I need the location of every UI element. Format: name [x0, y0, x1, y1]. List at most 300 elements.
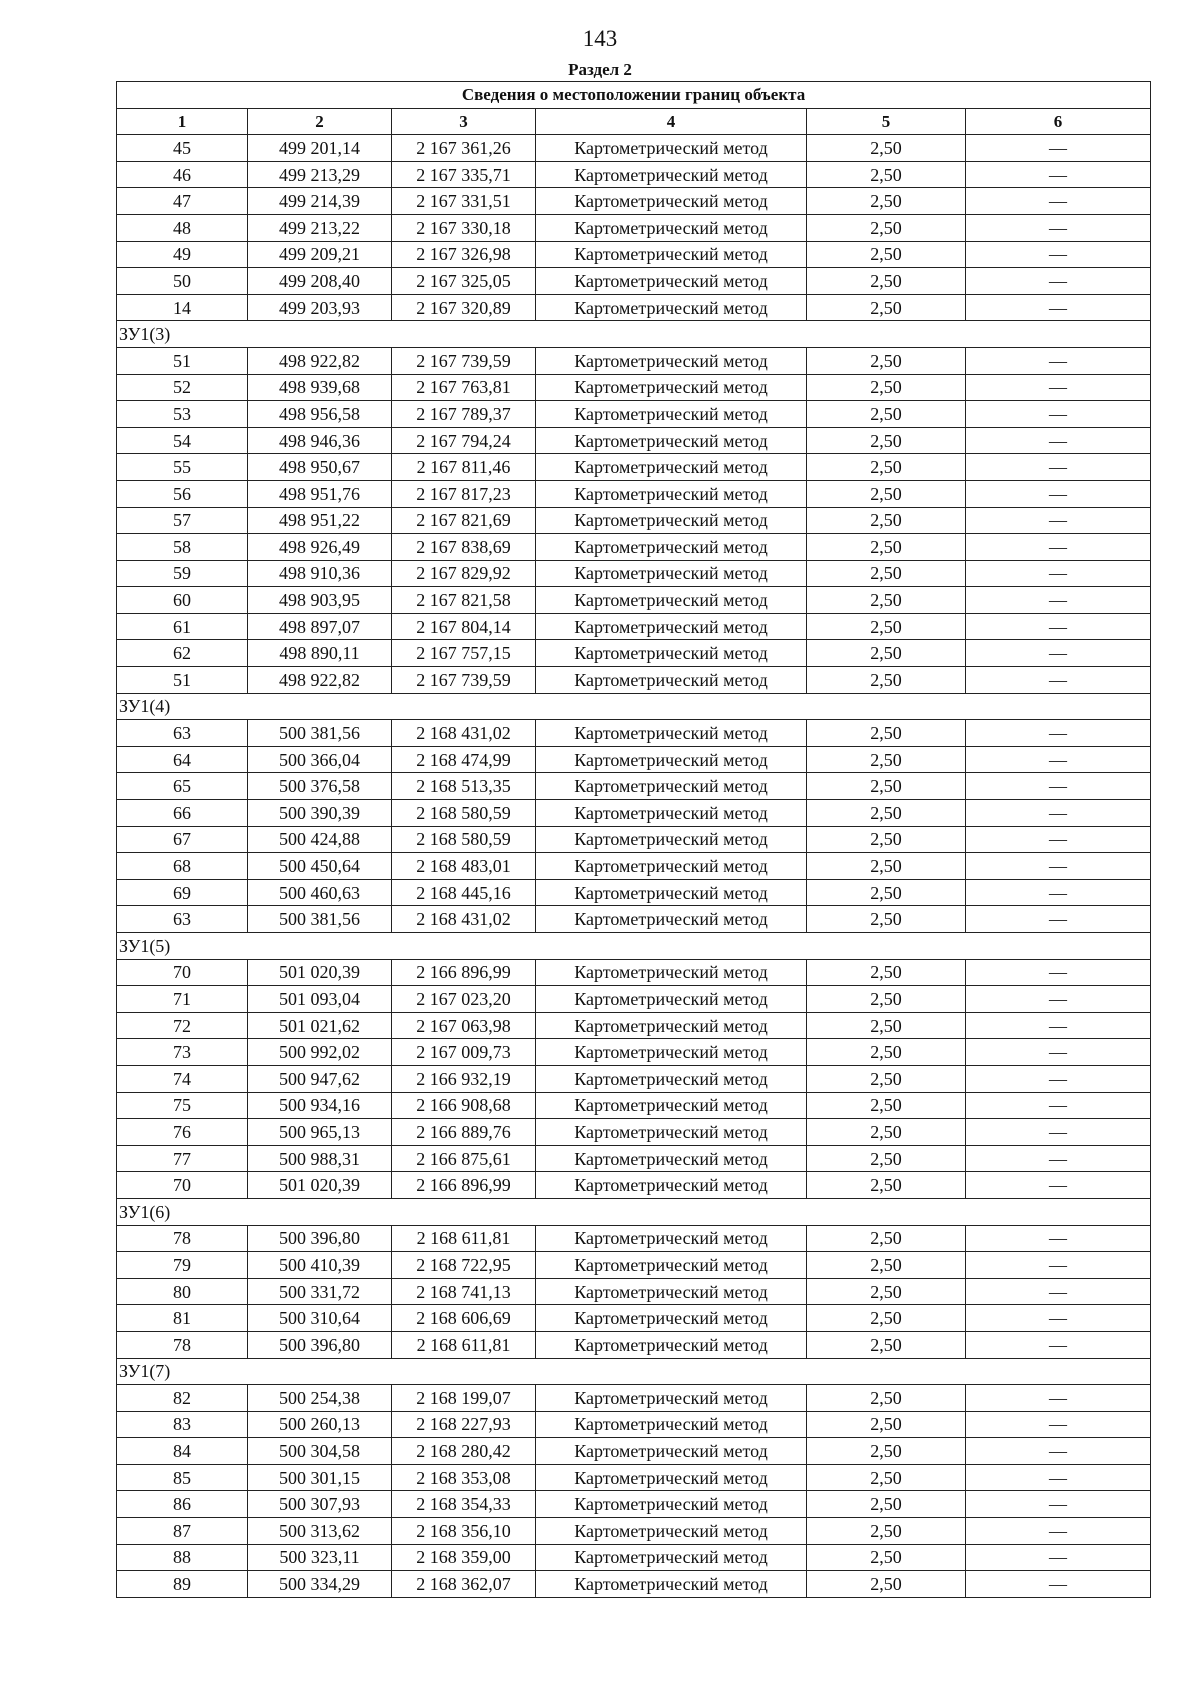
note-cell: — — [966, 1491, 1151, 1518]
y-coordinate-cell: 2 167 794,24 — [392, 427, 536, 454]
note-cell: — — [966, 374, 1151, 401]
point-number-cell: 75 — [117, 1092, 248, 1119]
point-number-cell: 69 — [117, 879, 248, 906]
y-coordinate-cell: 2 167 821,69 — [392, 507, 536, 534]
group-header-row — [117, 1358, 1151, 1385]
table-row — [117, 480, 1151, 507]
method-cell: Картометрический метод — [536, 294, 807, 321]
point-number-cell: 71 — [117, 986, 248, 1013]
note-cell: — — [966, 401, 1151, 428]
land-plot-label: ЗУ1(7) — [117, 1358, 1151, 1385]
x-coordinate-cell: 500 366,04 — [248, 746, 392, 773]
land-plot-label: ЗУ1(5) — [117, 933, 1151, 960]
x-coordinate-cell: 498 939,68 — [248, 374, 392, 401]
note-cell: — — [966, 1092, 1151, 1119]
y-coordinate-cell: 2 168 359,00 — [392, 1544, 536, 1571]
x-coordinate-cell: 501 020,39 — [248, 959, 392, 986]
point-number-cell: 58 — [117, 534, 248, 561]
note-cell: — — [966, 773, 1151, 800]
x-coordinate-cell: 500 331,72 — [248, 1278, 392, 1305]
point-number-cell: 79 — [117, 1252, 248, 1279]
method-cell: Картометрический метод — [536, 720, 807, 747]
accuracy-cell: 2,50 — [807, 294, 966, 321]
x-coordinate-cell: 499 203,93 — [248, 294, 392, 321]
x-coordinate-cell: 498 956,58 — [248, 401, 392, 428]
table-row — [117, 507, 1151, 534]
method-cell: Картометрический метод — [536, 1491, 807, 1518]
table-row — [117, 1438, 1151, 1465]
method-cell: Картометрический метод — [536, 773, 807, 800]
method-cell: Картометрический метод — [536, 135, 807, 162]
x-coordinate-cell: 500 301,15 — [248, 1464, 392, 1491]
point-number-cell: 68 — [117, 853, 248, 880]
note-cell: — — [966, 879, 1151, 906]
method-cell: Картометрический метод — [536, 906, 807, 933]
y-coordinate-cell: 2 167 821,58 — [392, 587, 536, 614]
method-cell: Картометрический метод — [536, 1544, 807, 1571]
column-number-3: 3 — [392, 108, 536, 135]
method-cell: Картометрический метод — [536, 667, 807, 694]
note-cell: — — [966, 454, 1151, 481]
accuracy-cell: 2,50 — [807, 986, 966, 1013]
accuracy-cell: 2,50 — [807, 268, 966, 295]
table-row — [117, 1172, 1151, 1199]
note-cell: — — [966, 986, 1151, 1013]
method-cell: Картометрический метод — [536, 1385, 807, 1412]
method-cell: Картометрический метод — [536, 746, 807, 773]
table-row — [117, 1571, 1151, 1598]
y-coordinate-cell: 2 168 722,95 — [392, 1252, 536, 1279]
point-number-cell: 70 — [117, 959, 248, 986]
group-header-row — [117, 693, 1151, 720]
y-coordinate-cell: 2 167 331,51 — [392, 188, 536, 215]
table-row — [117, 1092, 1151, 1119]
x-coordinate-cell: 500 334,29 — [248, 1571, 392, 1598]
method-cell: Картометрический метод — [536, 454, 807, 481]
method-cell: Картометрический метод — [536, 853, 807, 880]
y-coordinate-cell: 2 168 445,16 — [392, 879, 536, 906]
y-coordinate-cell: 2 168 513,35 — [392, 773, 536, 800]
point-number-cell: 56 — [117, 480, 248, 507]
section-title: Раздел 2 — [568, 60, 632, 79]
y-coordinate-cell: 2 168 353,08 — [392, 1464, 536, 1491]
table-row — [117, 906, 1151, 933]
table-row — [117, 853, 1151, 880]
note-cell: — — [966, 1119, 1151, 1146]
y-coordinate-cell: 2 167 763,81 — [392, 374, 536, 401]
point-number-cell: 87 — [117, 1518, 248, 1545]
y-coordinate-cell: 2 168 199,07 — [392, 1385, 536, 1412]
note-cell: — — [966, 1305, 1151, 1332]
table-row — [117, 1491, 1151, 1518]
table-row — [117, 1012, 1151, 1039]
x-coordinate-cell: 500 947,62 — [248, 1065, 392, 1092]
page-number: 143 — [582, 26, 618, 51]
x-coordinate-cell: 498 897,07 — [248, 613, 392, 640]
accuracy-cell: 2,50 — [807, 1385, 966, 1412]
table-row — [117, 241, 1151, 268]
table-row — [117, 1039, 1151, 1066]
y-coordinate-cell: 2 168 280,42 — [392, 1438, 536, 1465]
x-coordinate-cell: 500 450,64 — [248, 853, 392, 880]
y-coordinate-cell: 2 166 896,99 — [392, 1172, 536, 1199]
accuracy-cell: 2,50 — [807, 746, 966, 773]
table-row — [117, 1065, 1151, 1092]
table-row — [117, 560, 1151, 587]
method-cell: Картометрический метод — [536, 188, 807, 215]
table-row — [117, 587, 1151, 614]
y-coordinate-cell: 2 166 932,19 — [392, 1065, 536, 1092]
point-number-cell: 81 — [117, 1305, 248, 1332]
accuracy-cell: 2,50 — [807, 1172, 966, 1199]
point-number-cell: 57 — [117, 507, 248, 534]
point-number-cell: 63 — [117, 720, 248, 747]
point-number-cell: 78 — [117, 1225, 248, 1252]
accuracy-cell: 2,50 — [807, 667, 966, 694]
accuracy-cell: 2,50 — [807, 1438, 966, 1465]
x-coordinate-cell: 498 903,95 — [248, 587, 392, 614]
accuracy-cell: 2,50 — [807, 1119, 966, 1146]
point-number-cell: 45 — [117, 135, 248, 162]
method-cell: Картометрический метод — [536, 1012, 807, 1039]
y-coordinate-cell: 2 167 320,89 — [392, 294, 536, 321]
table-row — [117, 986, 1151, 1013]
note-cell: — — [966, 480, 1151, 507]
x-coordinate-cell: 498 946,36 — [248, 427, 392, 454]
y-coordinate-cell: 2 167 335,71 — [392, 161, 536, 188]
y-coordinate-cell: 2 167 739,59 — [392, 667, 536, 694]
method-cell: Картометрический метод — [536, 1065, 807, 1092]
accuracy-cell: 2,50 — [807, 1571, 966, 1598]
method-cell: Картометрический метод — [536, 587, 807, 614]
note-cell: — — [966, 1438, 1151, 1465]
accuracy-cell: 2,50 — [807, 1252, 966, 1279]
method-cell: Картометрический метод — [536, 1438, 807, 1465]
method-cell: Картометрический метод — [536, 480, 807, 507]
x-coordinate-cell: 498 922,82 — [248, 347, 392, 374]
y-coordinate-cell: 2 168 483,01 — [392, 853, 536, 880]
method-cell: Картометрический метод — [536, 1331, 807, 1358]
table-row — [117, 427, 1151, 454]
accuracy-cell: 2,50 — [807, 480, 966, 507]
point-number-cell: 65 — [117, 773, 248, 800]
point-number-cell: 14 — [117, 294, 248, 321]
table-row — [117, 1119, 1151, 1146]
y-coordinate-cell: 2 167 739,59 — [392, 347, 536, 374]
table-row — [117, 268, 1151, 295]
accuracy-cell: 2,50 — [807, 507, 966, 534]
x-coordinate-cell: 498 922,82 — [248, 667, 392, 694]
method-cell: Картометрический метод — [536, 1119, 807, 1146]
column-number-2: 2 — [248, 108, 392, 135]
point-number-cell: 76 — [117, 1119, 248, 1146]
table-caption: Сведения о местоположении границ объекта — [117, 82, 1151, 109]
y-coordinate-cell: 2 168 356,10 — [392, 1518, 536, 1545]
x-coordinate-cell: 498 910,36 — [248, 560, 392, 587]
y-coordinate-cell: 2 167 361,26 — [392, 135, 536, 162]
y-coordinate-cell: 2 167 326,98 — [392, 241, 536, 268]
table-row — [117, 667, 1151, 694]
y-coordinate-cell: 2 167 789,37 — [392, 401, 536, 428]
note-cell: — — [966, 241, 1151, 268]
note-cell: — — [966, 188, 1151, 215]
x-coordinate-cell: 500 390,39 — [248, 800, 392, 827]
method-cell: Картометрический метод — [536, 1145, 807, 1172]
method-cell: Картометрический метод — [536, 826, 807, 853]
table-row — [117, 959, 1151, 986]
method-cell: Картометрический метод — [536, 1039, 807, 1066]
note-cell: — — [966, 1252, 1151, 1279]
x-coordinate-cell: 500 410,39 — [248, 1252, 392, 1279]
land-plot-label: ЗУ1(6) — [117, 1198, 1151, 1225]
accuracy-cell: 2,50 — [807, 640, 966, 667]
point-number-cell: 51 — [117, 667, 248, 694]
point-number-cell: 77 — [117, 1145, 248, 1172]
point-number-cell: 61 — [117, 613, 248, 640]
land-plot-label: ЗУ1(3) — [117, 321, 1151, 348]
note-cell: — — [966, 826, 1151, 853]
y-coordinate-cell: 2 168 580,59 — [392, 826, 536, 853]
method-cell: Картометрический метод — [536, 214, 807, 241]
point-number-cell: 50 — [117, 268, 248, 295]
accuracy-cell: 2,50 — [807, 188, 966, 215]
note-cell: — — [966, 294, 1151, 321]
y-coordinate-cell: 2 167 829,92 — [392, 560, 536, 587]
accuracy-cell: 2,50 — [807, 454, 966, 481]
accuracy-cell: 2,50 — [807, 1305, 966, 1332]
table-row — [117, 1464, 1151, 1491]
point-number-cell: 47 — [117, 188, 248, 215]
y-coordinate-cell: 2 168 580,59 — [392, 800, 536, 827]
x-coordinate-cell: 500 260,13 — [248, 1411, 392, 1438]
x-coordinate-cell: 498 950,67 — [248, 454, 392, 481]
y-coordinate-cell: 2 168 227,93 — [392, 1411, 536, 1438]
x-coordinate-cell: 500 381,56 — [248, 906, 392, 933]
x-coordinate-cell: 500 254,38 — [248, 1385, 392, 1412]
note-cell: — — [966, 1039, 1151, 1066]
y-coordinate-cell: 2 168 611,81 — [392, 1225, 536, 1252]
x-coordinate-cell: 501 020,39 — [248, 1172, 392, 1199]
note-cell: — — [966, 214, 1151, 241]
note-cell: — — [966, 1464, 1151, 1491]
note-cell: — — [966, 800, 1151, 827]
x-coordinate-cell: 500 992,02 — [248, 1039, 392, 1066]
point-number-cell: 80 — [117, 1278, 248, 1305]
x-coordinate-cell: 500 396,80 — [248, 1225, 392, 1252]
accuracy-cell: 2,50 — [807, 720, 966, 747]
accuracy-cell: 2,50 — [807, 347, 966, 374]
x-coordinate-cell: 500 381,56 — [248, 720, 392, 747]
y-coordinate-cell: 2 168 474,99 — [392, 746, 536, 773]
y-coordinate-cell: 2 167 330,18 — [392, 214, 536, 241]
note-cell: — — [966, 667, 1151, 694]
accuracy-cell: 2,50 — [807, 161, 966, 188]
method-cell: Картометрический метод — [536, 534, 807, 561]
method-cell: Картометрический метод — [536, 268, 807, 295]
point-number-cell: 84 — [117, 1438, 248, 1465]
accuracy-cell: 2,50 — [807, 427, 966, 454]
method-cell: Картометрический метод — [536, 427, 807, 454]
table-row — [117, 1331, 1151, 1358]
point-number-cell: 62 — [117, 640, 248, 667]
note-cell: — — [966, 1145, 1151, 1172]
accuracy-cell: 2,50 — [807, 879, 966, 906]
table-row — [117, 347, 1151, 374]
note-cell: — — [966, 1331, 1151, 1358]
point-number-cell: 78 — [117, 1331, 248, 1358]
x-coordinate-cell: 500 376,58 — [248, 773, 392, 800]
method-cell: Картометрический метод — [536, 1092, 807, 1119]
y-coordinate-cell: 2 166 875,61 — [392, 1145, 536, 1172]
note-cell: — — [966, 1065, 1151, 1092]
note-cell: — — [966, 507, 1151, 534]
y-coordinate-cell: 2 168 611,81 — [392, 1331, 536, 1358]
point-number-cell: 53 — [117, 401, 248, 428]
point-number-cell: 83 — [117, 1411, 248, 1438]
accuracy-cell: 2,50 — [807, 241, 966, 268]
x-coordinate-cell: 498 926,49 — [248, 534, 392, 561]
accuracy-cell: 2,50 — [807, 534, 966, 561]
method-cell: Картометрический метод — [536, 507, 807, 534]
boundary-coordinates-table — [116, 81, 1151, 1598]
x-coordinate-cell: 500 460,63 — [248, 879, 392, 906]
accuracy-cell: 2,50 — [807, 906, 966, 933]
x-coordinate-cell: 499 213,29 — [248, 161, 392, 188]
accuracy-cell: 2,50 — [807, 1518, 966, 1545]
y-coordinate-cell: 2 168 354,33 — [392, 1491, 536, 1518]
point-number-cell: 60 — [117, 587, 248, 614]
accuracy-cell: 2,50 — [807, 1491, 966, 1518]
note-cell: — — [966, 640, 1151, 667]
accuracy-cell: 2,50 — [807, 214, 966, 241]
point-number-cell: 64 — [117, 746, 248, 773]
x-coordinate-cell: 500 304,58 — [248, 1438, 392, 1465]
note-cell: — — [966, 1278, 1151, 1305]
note-cell: — — [966, 1544, 1151, 1571]
accuracy-cell: 2,50 — [807, 1331, 966, 1358]
method-cell: Картометрический метод — [536, 959, 807, 986]
method-cell: Картометрический метод — [536, 401, 807, 428]
method-cell: Картометрический метод — [536, 800, 807, 827]
y-coordinate-cell: 2 166 908,68 — [392, 1092, 536, 1119]
table-row — [117, 1385, 1151, 1412]
table-row — [117, 135, 1151, 162]
table-row — [117, 374, 1151, 401]
table-row — [117, 161, 1151, 188]
point-number-cell: 82 — [117, 1385, 248, 1412]
group-header-row — [117, 321, 1151, 348]
note-cell: — — [966, 560, 1151, 587]
note-cell: — — [966, 959, 1151, 986]
method-cell: Картометрический метод — [536, 1278, 807, 1305]
table-row — [117, 1305, 1151, 1332]
method-cell: Картометрический метод — [536, 241, 807, 268]
accuracy-cell: 2,50 — [807, 374, 966, 401]
note-cell: — — [966, 613, 1151, 640]
note-cell: — — [966, 135, 1151, 162]
point-number-cell: 52 — [117, 374, 248, 401]
point-number-cell: 66 — [117, 800, 248, 827]
table-row — [117, 720, 1151, 747]
point-number-cell: 74 — [117, 1065, 248, 1092]
accuracy-cell: 2,50 — [807, 773, 966, 800]
x-coordinate-cell: 500 396,80 — [248, 1331, 392, 1358]
note-cell: — — [966, 1172, 1151, 1199]
table-row — [117, 214, 1151, 241]
accuracy-cell: 2,50 — [807, 587, 966, 614]
y-coordinate-cell: 2 167 817,23 — [392, 480, 536, 507]
method-cell: Картометрический метод — [536, 560, 807, 587]
method-cell: Картометрический метод — [536, 986, 807, 1013]
x-coordinate-cell: 501 021,62 — [248, 1012, 392, 1039]
table-row — [117, 401, 1151, 428]
y-coordinate-cell: 2 167 023,20 — [392, 986, 536, 1013]
x-coordinate-cell: 499 208,40 — [248, 268, 392, 295]
x-coordinate-cell: 500 965,13 — [248, 1119, 392, 1146]
method-cell: Картометрический метод — [536, 347, 807, 374]
note-cell: — — [966, 1385, 1151, 1412]
table-row — [117, 454, 1151, 481]
y-coordinate-cell: 2 166 896,99 — [392, 959, 536, 986]
table-row — [117, 1411, 1151, 1438]
x-coordinate-cell: 499 201,14 — [248, 135, 392, 162]
point-number-cell: 70 — [117, 1172, 248, 1199]
y-coordinate-cell: 2 168 362,07 — [392, 1571, 536, 1598]
method-cell: Картометрический метод — [536, 613, 807, 640]
point-number-cell: 48 — [117, 214, 248, 241]
note-cell: — — [966, 268, 1151, 295]
point-number-cell: 55 — [117, 454, 248, 481]
method-cell: Картометрический метод — [536, 1518, 807, 1545]
note-cell: — — [966, 427, 1151, 454]
note-cell: — — [966, 746, 1151, 773]
table-row — [117, 1145, 1151, 1172]
table-body — [117, 135, 1151, 1598]
method-cell: Картометрический метод — [536, 1252, 807, 1279]
accuracy-cell: 2,50 — [807, 1464, 966, 1491]
accuracy-cell: 2,50 — [807, 853, 966, 880]
x-coordinate-cell: 501 093,04 — [248, 986, 392, 1013]
y-coordinate-cell: 2 167 063,98 — [392, 1012, 536, 1039]
point-number-cell: 54 — [117, 427, 248, 454]
accuracy-cell: 2,50 — [807, 959, 966, 986]
accuracy-cell: 2,50 — [807, 1039, 966, 1066]
accuracy-cell: 2,50 — [807, 1012, 966, 1039]
column-number-5: 5 — [807, 108, 966, 135]
table-row — [117, 879, 1151, 906]
x-coordinate-cell: 500 310,64 — [248, 1305, 392, 1332]
table-row — [117, 188, 1151, 215]
point-number-cell: 86 — [117, 1491, 248, 1518]
column-number-4: 4 — [536, 108, 807, 135]
point-number-cell: 51 — [117, 347, 248, 374]
method-cell: Картометрический метод — [536, 1571, 807, 1598]
note-cell: — — [966, 906, 1151, 933]
table-row — [117, 534, 1151, 561]
x-coordinate-cell: 499 213,22 — [248, 214, 392, 241]
x-coordinate-cell: 498 890,11 — [248, 640, 392, 667]
point-number-cell: 46 — [117, 161, 248, 188]
accuracy-cell: 2,50 — [807, 1411, 966, 1438]
method-cell: Картометрический метод — [536, 1305, 807, 1332]
table-row — [117, 1278, 1151, 1305]
column-number-6: 6 — [966, 108, 1151, 135]
group-header-row — [117, 1198, 1151, 1225]
y-coordinate-cell: 2 167 325,05 — [392, 268, 536, 295]
point-number-cell: 63 — [117, 906, 248, 933]
table-row — [117, 1252, 1151, 1279]
land-plot-label: ЗУ1(4) — [117, 693, 1151, 720]
